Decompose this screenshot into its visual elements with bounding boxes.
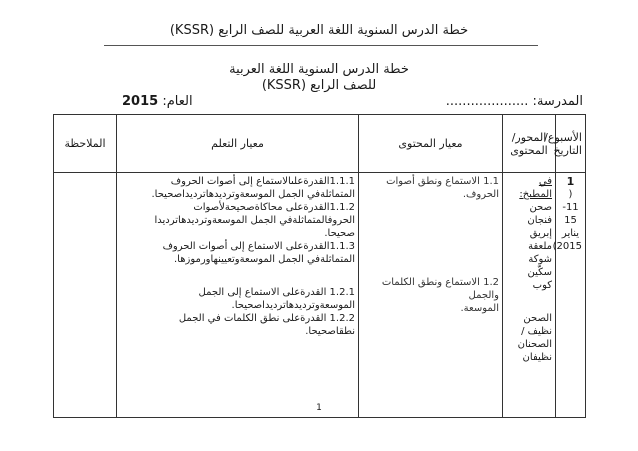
- learning-standard-line: 1.1.1القدرةعلىالاستماع إلى أصوات الحروف: [170, 176, 355, 187]
- topic-title: في المطبخ:: [519, 176, 552, 200]
- header-notes: الملاحظة: [54, 115, 117, 173]
- topic-item: الصحن: [523, 313, 552, 324]
- year-field: [122, 94, 193, 109]
- learning-standard-line: 1.1.3القدرةعلى الاستماع إلى أصوات الحروف: [162, 241, 355, 252]
- topic-item: الصحنان: [517, 339, 552, 350]
- content-standard-line: الموسعة.: [460, 303, 499, 314]
- learning-standard-line: المتماثلةفي الجمل الموسعةوتعيينهاورموزها.: [173, 254, 355, 265]
- learning-standard-cell: [117, 173, 359, 418]
- week-number: 1: [566, 175, 575, 188]
- week-date-line: يناير: [561, 228, 580, 239]
- topic-item: شوكة: [528, 254, 552, 265]
- header-content-standard: معيار المحتوى: [359, 115, 503, 173]
- document-subtitle: للصف الرابع (KSSR): [261, 78, 377, 93]
- learning-standard-line: 1.2.2 القدرةعلى نطق الكلمات في الجمل: [178, 313, 355, 324]
- topic-item: إبريق: [529, 228, 552, 239]
- week-cell: [552, 173, 586, 418]
- topic-cell: [503, 173, 556, 418]
- content-standard-cell: [359, 173, 503, 418]
- topic-item: فنجان: [527, 215, 552, 226]
- year-label: العام:: [162, 94, 193, 109]
- learning-standard-line: نطقاصحيحا.: [305, 326, 355, 337]
- topic-item: سكّين: [527, 267, 552, 278]
- notes-cell: [54, 173, 117, 418]
- content-standard-line: الحروف.: [462, 189, 499, 200]
- learning-standard-line: 1.1.2القدرةعلى محاكاةصحيحةلأصوات: [193, 202, 355, 213]
- year-value: 2015: [122, 94, 159, 109]
- topic-item: كوب: [532, 280, 552, 291]
- content-standard-line: 1.1 الاستماع ونطق أصوات: [386, 176, 499, 187]
- week-date-line: ( 11- 15: [562, 189, 579, 226]
- learning-standard-line: الموسعةوترديدهاترديداصحيحا.: [231, 300, 355, 311]
- header-week: الأسبوع/ التاريخ: [556, 115, 586, 173]
- week-date-line: 2015): [552, 241, 582, 252]
- topic-item: ملعقة: [528, 241, 552, 252]
- topic-item: نظيفان: [522, 352, 552, 363]
- header-learning-standard: معيار التعلم: [117, 115, 359, 173]
- learning-standard-line: الحروفالمتماثلةفي الجمل الموسعةوترديدهاترديدا: [154, 215, 355, 226]
- learning-standard-line: 1.2.1 القدرةعلى الاستماع إلى الجمل: [198, 287, 355, 298]
- topic-item: نظيف /: [521, 326, 552, 337]
- table-row: [54, 173, 586, 418]
- learning-standard-line: المتماثلةفي الجمل الموسعةوترديدهاترديداصحيحا.: [151, 189, 355, 200]
- lesson-plan-table: [53, 114, 586, 418]
- page-number: 1: [316, 403, 322, 413]
- topic-item: صحن: [529, 202, 552, 213]
- header-divider: [104, 45, 538, 46]
- content-standard-line: 1.2 الاستماع ونطق الكلمات والجمل: [381, 277, 499, 301]
- page-header-title: خطة الدرس السنوية اللغة العربية للصف الرابع (KSSR): [169, 23, 469, 38]
- table-header-row: [54, 115, 586, 173]
- learning-standard-line: صحيحا.: [324, 228, 355, 239]
- header-topic: المحور/ المحتوى: [503, 115, 556, 173]
- school-field: المدرسة: ....................: [445, 94, 583, 109]
- document-title: خطة الدرس السنوية اللغة العربية: [229, 62, 409, 77]
